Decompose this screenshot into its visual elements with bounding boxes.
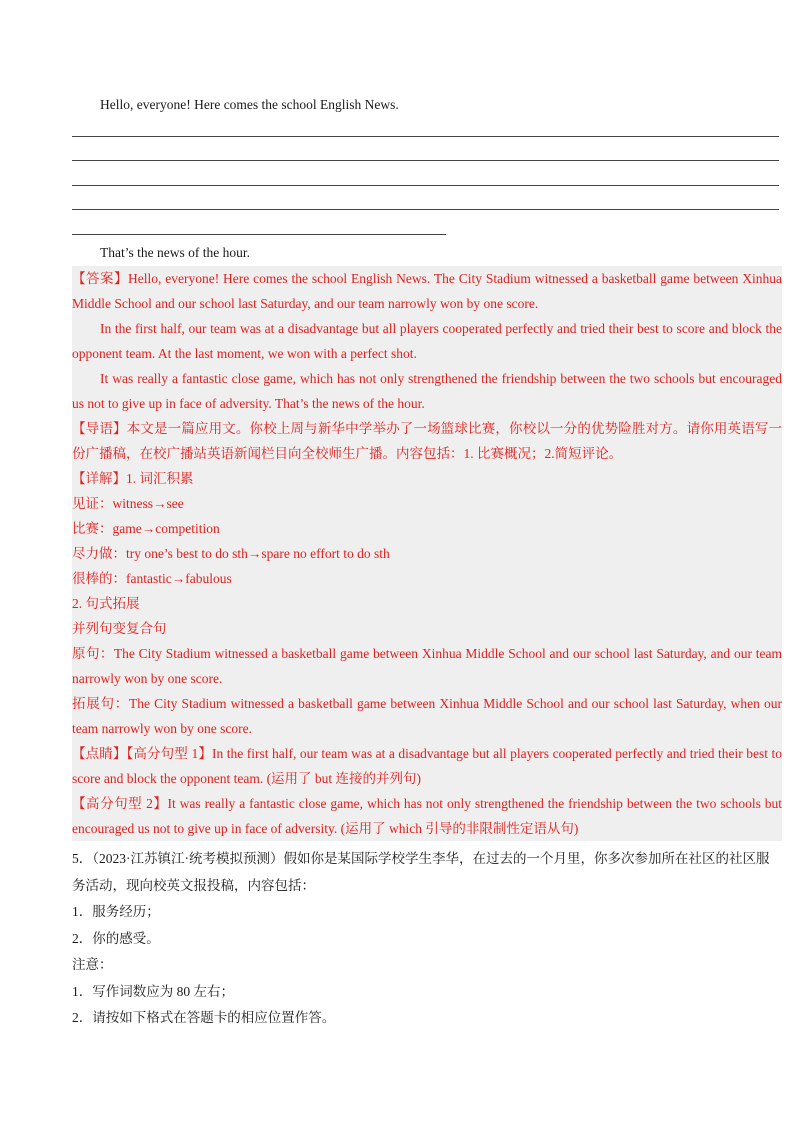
guide-tag: 【导语】 — [72, 421, 127, 436]
note-label: 注意： — [72, 957, 113, 972]
answer-paragraph-2: In the first half, our team was at a disadvantage but all players cooperated perfectly and tried their best to score and block the opponent team. At the last moment, we won with a perfect shot. — [72, 321, 782, 361]
vocab-item: 比赛：game→competition — [72, 521, 220, 536]
answer-paragraph-3: It was really a fantastic close game, which has not only strengthened the friendship between the two schools but encouraged us not to give up in face of adversity. That’s the news of the hour. — [72, 371, 782, 411]
type1-tag: 【高分句型 1】 — [126, 746, 212, 761]
answer-line — [72, 136, 779, 137]
note-item: 2．请按如下格式在答题卡的相应位置作答。 — [72, 1010, 336, 1025]
news-intro: Hello, everyone! Here comes the school English News. — [100, 97, 399, 112]
original-sentence: 原句：The City Stadium witnessed a basketball game between Xinhua Middle School and our school last Saturday, and our team narrowly won by one score. — [72, 646, 782, 686]
answer-line — [72, 185, 779, 186]
highlight-2: 【高分句型 2】It was really a fantastic close game, which has not only strengthened the friendship between the two schools but encouraged us not to give up in face of adversity. (运用了 which 引导的非限制性定语从句) — [72, 796, 782, 836]
detail: 【详解】1. 词汇积累 — [72, 471, 194, 486]
answer-line — [72, 234, 446, 235]
sentence-subtitle: 并列句变复合句 — [72, 621, 167, 636]
guide: 【导语】本文是一篇应用文。你校上周与新华中学举办了一场篮球比赛，你校以一分的优势险胜对方。请你用英语写一份广播稿，在校广播站英语新闻栏目向全校师生广播。内容包括：1. 比赛概况；2.简短评论。 — [72, 421, 783, 461]
question-item: 1．服务经历； — [72, 904, 160, 919]
type2-tag: 【高分句型 2】 — [72, 796, 168, 811]
vocab-item: 尽力做：try one’s best to do sth→spare no effort to do sth — [72, 546, 390, 561]
question-5 — [72, 846, 782, 1032]
vocab-item: 见证：witness→see — [72, 496, 184, 511]
highlight-tag: 【点睛】 — [72, 746, 127, 761]
sentence-title: 2. 句式拓展 — [72, 596, 140, 611]
answer-line — [72, 209, 779, 210]
answer-paragraph-1: 【答案】Hello, everyone! Here comes the school English News. The City Stadium witnessed a basketball game between Xinhua Middle School and our school last Saturday, and our team narrowly won by one score. — [72, 271, 782, 311]
answer-block — [72, 266, 782, 841]
answer-line — [72, 160, 779, 161]
question-item: 2．你的感受。 — [72, 930, 160, 946]
note-item: 1．写作词数应为 80 左右； — [72, 983, 234, 999]
detail-tag: 【详解】 — [72, 471, 126, 486]
highlight-1: 【点睛】【高分句型 1】In the first half, our team was at a disadvantage but all players cooperated perfectly and tried their best to score and block the opponent team. (运用了 but 连接的并列句) — [72, 746, 783, 786]
answer-tag: 【答案】 — [72, 271, 128, 286]
expanded-sentence: 拓展句：The City Stadium witnessed a basketball game between Xinhua Middle School and our school last Saturday, when our team narrowly won by one score. — [72, 696, 782, 736]
news-outro: That’s the news of the hour. — [100, 245, 250, 260]
vocab-item: 很棒的：fantastic→fabulous — [72, 571, 232, 586]
question-prompt: 5．（2023·江苏镇江·统考模拟预测）假如你是某国际学校学生李华，在过去的一个月里，你多次参加所在社区的社区服务活动，现向校英文报投稿，内容包括： — [72, 851, 770, 893]
